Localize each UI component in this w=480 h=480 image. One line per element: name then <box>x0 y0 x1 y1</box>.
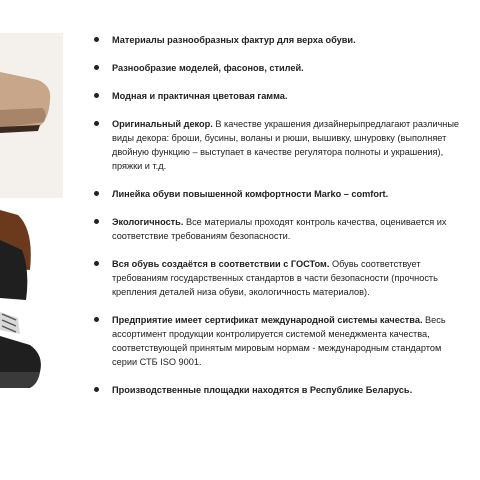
feature-list <box>96 33 468 411</box>
feature-item <box>96 33 468 47</box>
feature-bold: Модная и практичная цветовая гамма. <box>112 91 288 101</box>
feature-text: Весь ассортимент продукции контролируется системой менеджмента качества, соответствующей принятым мировым нормам - международным стандартом серии СТБ ISO 9001. <box>112 315 446 367</box>
feature-bold: Материалы разнообразных фактур для верха обуви. <box>112 35 356 45</box>
feature-bold: Разнообразие моделей, фасонов, стилей. <box>112 63 304 73</box>
feature-item <box>96 383 468 397</box>
feature-item <box>96 89 468 103</box>
black-sneaker-shoe <box>0 336 41 372</box>
feature-bold: Линейка обуви повышенной комфортности Marko – comfort. <box>112 189 389 199</box>
shoe-photo-strip <box>0 0 63 480</box>
feature-text: Все материалы проходят контроль качества, оценивается их соответствие требованиям безопасности. <box>112 217 447 241</box>
feature-text: В качестве украшения дизайнерыпредлагают различные виды декора: броши, бусины, воланы и рюши, вышивку, шнуровку (выполняет двойную функцию – выступает в качестве регулятора полноты и украшения), пряжки и т.д. <box>112 119 460 171</box>
feature-item <box>96 117 468 173</box>
feature-bold: Оригинальный декор. <box>112 119 213 129</box>
feature-text: Обувь соответствует требованиям государственных стандартов в части безопасности (прочность крепления деталей низа обуви, экологичность материалов). <box>112 259 438 297</box>
feature-item <box>96 313 468 369</box>
feature-item <box>96 257 468 299</box>
feature-item <box>96 61 468 75</box>
feature-bold: Экологичность. <box>112 217 184 227</box>
shoe-photos-illustration <box>0 0 63 480</box>
feature-bold: Производственные площадки находятся в Республике Беларусь. <box>112 385 413 395</box>
feature-bold: Вся обувь создаётся в соответствии с ГОСТом. <box>112 259 330 269</box>
feature-bold: Предприятие имеет сертификат международной системы качества. <box>112 315 423 325</box>
feature-item <box>96 187 468 201</box>
feature-item <box>96 215 468 243</box>
